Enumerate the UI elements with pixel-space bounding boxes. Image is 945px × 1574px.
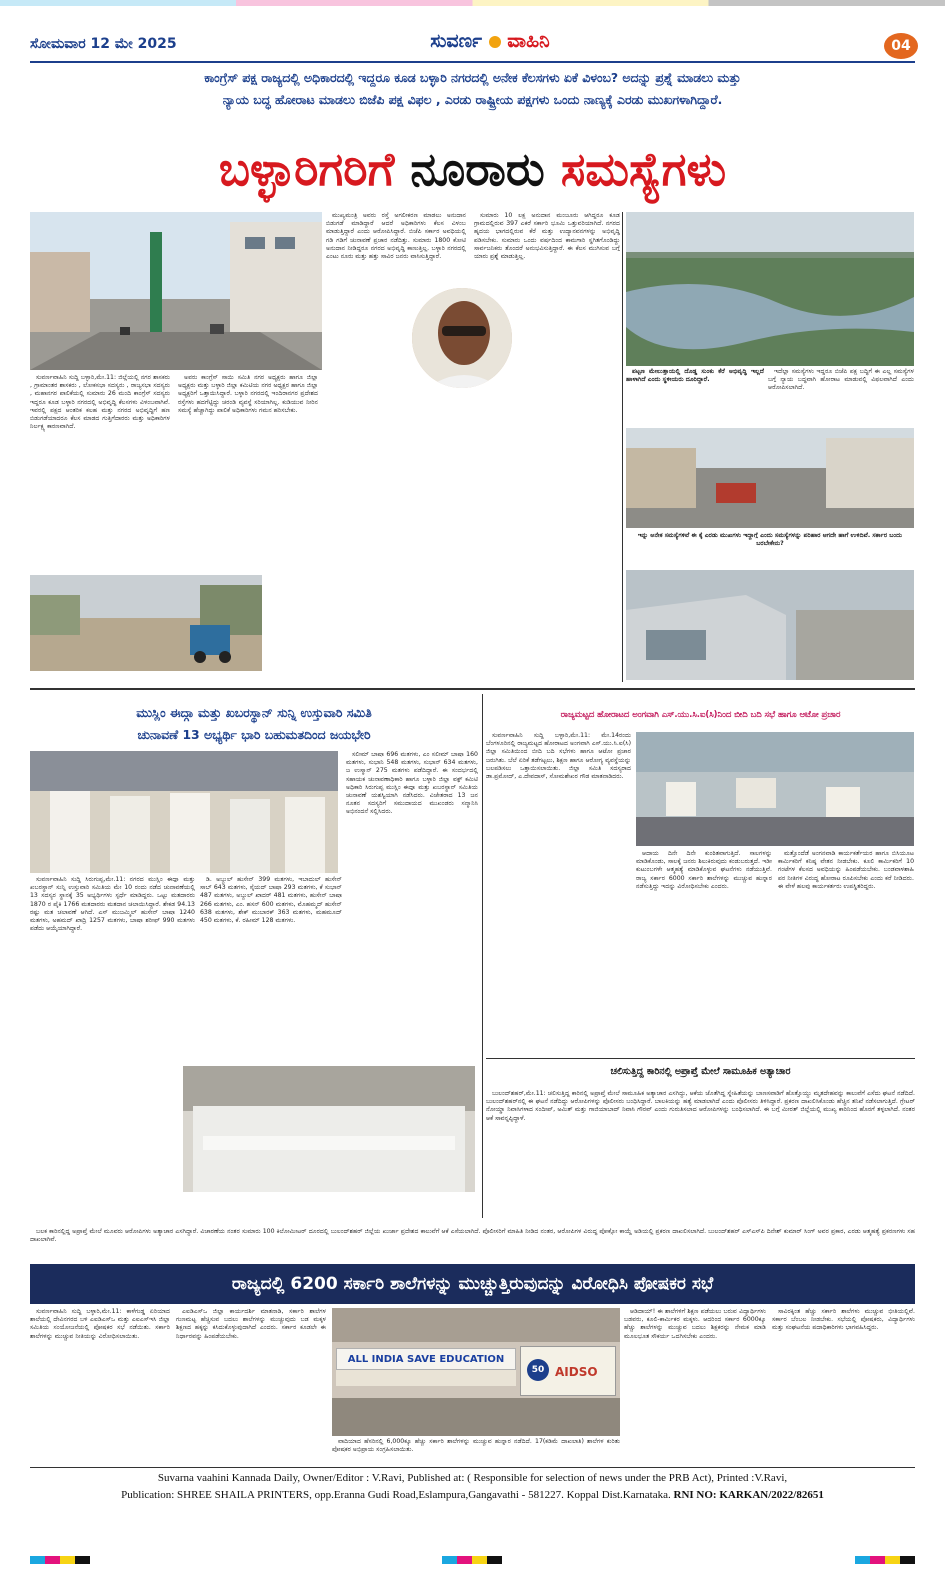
lead-strap — [30, 67, 915, 129]
photo-parents-meeting — [332, 1308, 620, 1436]
page-number-badge — [884, 33, 918, 59]
lead-story-bottom-rule — [30, 688, 915, 690]
registration-mark-right — [855, 1556, 915, 1564]
main-headline — [30, 133, 915, 205]
story5-col-1: ಸುವರ್ಣವಾಹಿನಿ ಸುದ್ದಿ ಬಳ್ಳಾರಿ,ಮೇ.11: ಕಾಳೆಗುಡ್ಡ ಏರಿಯಾದ ಶಾಲೆಯಲ್ಲಿ ದೇವಿನಗರದ ಬಳಿ ಎಐಡಿಎಸ್‌ಒ ಮತ್ತು ಎಐಎಸ್‌ಇಸಿ ಜಿಲ್ಲಾ ಸಮಿತಿಯ ಸಂಯೋಜನೆಯಲ್ಲಿ ಪೋಷಕರ ಸಭೆ ನಡೆಯಿತು. ಸರ್ಕಾರಿ ಶಾಲೆಗಳನ್ನು ಮುಚ್ಚುವ ನೀತಿಯನ್ನು ವಿರೋಧಿಸಲಾಯಿತು. — [30, 1308, 170, 1340]
photo-protest-placards — [636, 732, 914, 846]
imprint-rni: RNI NO: KARKAN/2022/82651 — [673, 1489, 824, 1501]
schools-banner — [30, 1264, 915, 1304]
story3-col-1: ಸುವರ್ಣವಾಹಿನಿ ಸುದ್ದಿ ಬಳ್ಳಾರಿ,ಮೇ.11: ಮೇ.14ರಂದು ಬೆಂಗಳೂರಿನಲ್ಲಿ ರಾಜ್ಯಮಟ್ಟದ ಹೋರಾಟದ ಅಂಗವಾಗಿ ಎಸ್.ಯು.ಸಿ.ಐ(ಸಿ) ಜಿಲ್ಲಾ ಸಮಿತಿಯಿಂದ ಬೀದಿ ಬದಿ ಸಭೆಗಳು ಹಾಗೂ ಆಟೋ ಪ್ರಚಾರ ಜರುಗಿತು. ಬೆಲೆ ಏರಿಕೆ ತಡೆಗಟ್ಟಲು, ಶಿಕ್ಷಣ ಹಾಗೂ ಆರೋಗ್ಯ ವ್ಯವಸ್ಥೆಯನ್ನು ಬಲಪಡಿಸಲು ಒತ್ತಾಯಿಸಲಾಯಿತು. ಜಿಲ್ಲಾ ಸಮಿತಿ ಸದಸ್ಯರಾದ ಡಾ.ಪ್ರಮೋದ್, ಎ.ದೇವದಾಸ್, ಸೋಮಶೇಖರ ಗೌಡ ಮಾತನಾಡಿದರು. — [486, 732, 631, 781]
lead-story-col-1: ಸುವರ್ಣವಾಹಿನಿ ಸುದ್ದಿ ಬಳ್ಳಾರಿ,ಮೇ.11: ಜಿಲ್ಲೆಯಲ್ಲಿ ನಗರ ಶಾಸಕರು , ಗ್ರಾಮಾಂತರ ಶಾಸಕರು , ಲೋಕಸಭಾ ಸದಸ್ಯರು , ರಾಜ್ಯಸಭಾ ಸದಸ್ಯರು , ಮಹಾನಗರ ಪಾಲಿಕೆಯಲ್ಲಿ ಸುಮಾರು 26 ಮಂದಿ ಕಾಂಗ್ರೆಸ್ ಸದಸ್ಯರು ಇದ್ದರೂ ಕೂಡ ಬಳ್ಳಾರಿ ನಗರದಲ್ಲಿ ಅಭಿವೃದ್ಧಿ ಕೆಲಸಗಳು ವಿಳಂಬವಾಗಿವೆ. ಇವರಲ್ಲಿ ಪಕ್ಷದ ಆಂತರಿಕ ಕಲಹ ಮತ್ತು ನಗರದ ಅಭಿವೃದ್ಧಿಗೆ ಹಣ ಬಿಡುಗಡೆಯಾದರೂ ಕೆಲಸ ಮಾಡದ ಗುತ್ತಿಗೆದಾರರು ಮತ್ತು ಅಧಿಕಾರಿಗಳ ನಿರ್ಲಕ್ಷ್ಯ ಕಾರಣವಾಗಿದೆ. — [30, 374, 170, 431]
photo-lake — [626, 212, 914, 366]
headline-word-samasyegalu: ಸಮಸ್ಯೆಗಳು — [560, 142, 727, 196]
imprint — [30, 1470, 915, 1512]
issue-date: ಸೋಮವಾರ 12 ಮೇ 2025 — [30, 36, 177, 52]
street-buildings-graphic — [626, 428, 914, 528]
lead-story-col-5: ಇದೆಲ್ಲಾ ಸಮಸ್ಯೆಗಳು ಇದ್ದರೂ ಬಿಜೆಪಿ ಪಕ್ಷ ಬದ್ಧಿಗೆ ಈ ಎಲ್ಲ ಸಮಸ್ಯೆಗಳ ಬಗ್ಗೆ ನ್ಯಾಯ ಬದ್ಧವಾಗಿ ಹೋರಾಟ ಮಾಡುವಲ್ಲಿ ವಿಫಲವಾಗಿದೆ ಎಂದು ಆರೋಪಿಸಲಾಗಿದೆ. — [768, 368, 914, 392]
story5-col-2: ಎಐಡಿಎಸ್‌ಒ ಜಿಲ್ಲಾ ಕಾರ್ಯದರ್ಶಿ ಮಾತನಾಡಿ, ಸರ್ಕಾರಿ ಶಾಲೆಗಳ ಗುಣಮಟ್ಟ ಹೆಚ್ಚಿಸುವ ಬದಲು ಶಾಲೆಗಳನ್ನು ಮುಚ್ಚುವುದು ಬಡ ಮಕ್ಕಳ ಶಿಕ್ಷಣದ ಹಕ್ಕನ್ನು ಕಸಿದುಕೊಳ್ಳುವುದಾಗಿದೆ ಎಂದರು. ಸರ್ಕಾರ ಕೂಡಲೇ ಈ ನಿರ್ಧಾರವನ್ನು ಹಿಂಪಡೆಯಬೇಕು. — [176, 1308, 326, 1340]
schools-banner-text: ರಾಜ್ಯದಲ್ಲಿ 6200 ಸರ್ಕಾರಿ ಶಾಲೆಗಳನ್ನು ಮುಚ್ಚುತ್ತಿರುವುದನ್ನು ವಿರೋಧಿಸಿ ಪೋಷಕರ ಸಭೆ — [231, 1274, 714, 1294]
story3-col-2: ಆದಾಯ ದಿನೇ ದಿನೇ ಕುಂಠಿತವಾಗುತ್ತಿದೆ. ಸಾಲಗಳನ್ನು ಮಾಡಿಕೊಂಡು, ಸಾಲಕ್ಕೆ ಜನರು ಶಿಲುಕಿರುವುದು ಕಂಡುಬರುತ್ತದೆ. ಇಡೀ ಕುಟುಂಬಗಳೇ ಆತ್ಮಹತ್ಯೆ ಮಾಡಿಕೊಳ್ಳುವ ಘಟನೆಗಳು ನಡೆಯುತ್ತಿವೆ. ರಾಜ್ಯ ಸರ್ಕಾರ 6000 ಸರ್ಕಾರಿ ಶಾಲೆಗಳನ್ನು ಮುಚ್ಚುವ ಹುನ್ನಾರ ನಡೆಸುತ್ತಿದ್ದು ಇದನ್ನು ವಿರೋಧಿಸಬೇಕು ಎಂದರು. — [636, 850, 772, 890]
lead-strap-line-2: ನ್ಯಾಯ ಬದ್ಧ ಹೋರಾಟ ಮಾಡಲು ಬಿಜೆಪಿ ಪಕ್ಷ ವಿಫಲ , ಎರಡು ರಾಷ್ಟ್ರೀಯ ಪಕ್ಷಗಳು ಒಂದು ನಾಣ್ಯಕ್ಕೆ ಎರಡು ಮುಖಗಳಾಗಿದ್ದಾರೆ. — [222, 92, 723, 107]
road-scene-graphic — [30, 575, 262, 671]
lead-col-divider — [622, 212, 623, 682]
photo-banner-aisec-text: ALL INDIA SAVE EDUCATION — [347, 1354, 505, 1365]
lead-story-col-3: ಮುಖ್ಯಮಂತ್ರಿ ಅವರು ರಸ್ತೆ ಅಗಲೀಕರಣ ಮಾಡಲು ಅನುದಾನ ಬಿಡುಗಡೆ ಮಾಡಿದ್ದಾರೆ ಆದರೆ ಅಧಿಕಾರಿಗಳು ಕೆಲಸ ವಿಳಂಬ ಮಾಡುತ್ತಿದ್ದಾರೆ ಎಂದು ಆರೋಪಿಸಿದ್ದಾರೆ. ಬಿಜೆಪಿ ಸರ್ಕಾರ ಅವಧಿಯಲ್ಲಿ ಗಡಿ ಗಡಿಗೆ ಚುನಾವಣೆ ಪ್ರಚಾರ ನಡೆದಿತ್ತು. ಸುಮಾರು 1800 ಕೋಟಿ ಅನುದಾನ ನೀಡಿದ್ದರೂ ನಗರದ ಅಭಿವೃದ್ಧಿ ಕಾಣುತ್ತಿಲ್ಲ. ಬಳ್ಳಾರಿ ನಗರದಲ್ಲಿ ಎಂಟು ನೂರು ಮತ್ತು ಹತ್ತು ಸಾವಿರ ಜನರು ವಾಸಿಸುತ್ತಿದ್ದಾರೆ. — [326, 212, 466, 261]
registration-mark-left — [30, 1556, 90, 1564]
story2-headline-line-2: ಚುನಾವಣೆ 13 ಅಭ್ಯರ್ಥಿ ಭಾರಿ ಬಹುಮತದಿಂದ ಜಯಭೇರಿ — [137, 727, 371, 742]
story3-headline-text: ರಾಜ್ಯಮಟ್ಟದ ಹೋರಾಟದ ಅಂಗವಾಗಿ ಎಸ್.ಯು.ಸಿ.ಐ(ಸಿ)ನಿಂದ ಬೀದಿ ಬದಿ ಸಭೆ ಹಾಗೂ ಆಟೋ ಪ್ರಚಾರ — [560, 709, 841, 719]
page-number: 04 — [891, 38, 911, 54]
caption-houses: ಇನ್ನು ಅನೇಕ ಸಮಸ್ಯೆಗಳಿವೆ ಈ ಕ್ಕೆ ಎರಡು ಮುಖಗಳು ಇದ್ದಾಗ್ಗೆ ಎಂದು ಸಮಸ್ಯೆಗಳನ್ನು ಪರಿಹಾರ ಆಗದೇ ಹಾಗೆ ಉಳಿದಿವೆ. ಸರ್ಕಾರ ಬಂದು ಬರಬೇಕೇನು? — [637, 532, 903, 548]
lead-story-col-2: ಅವರು ಕಾಂಗ್ರೆಸ್ ಸಾಯಿ ಸಮಿತಿ ನಗರ ಅಧ್ಯಕ್ಷರು ಹಾಗೂ ಜಿಲ್ಲಾ ಅಧ್ಯಕ್ಷರು ಮತ್ತು ಬಳ್ಳಾರಿ ಜಿಲ್ಲಾ ಕಮಿಟಿಯ ನಗರ ಅಧ್ಯಕ್ಷರ ಹಾಗೂ ಜಿಲ್ಲಾ ಅಧ್ಯಕ್ಷರಿಗೆ ಒತ್ತಾಯಿಸಿದ್ದಾರೆ. ಬಳ್ಳಾರಿ ನಗರದಲ್ಲಿ ಇಂದಿರಾನಗರ ಪ್ರದೇಶದ ರಸ್ತೆಗಳು ಹದಗೆಟ್ಟಿದ್ದು ಚರಂಡಿ ವ್ಯವಸ್ಥೆ ಸರಿಯಾಗಿಲ್ಲ. ಕುಡಿಯುವ ನೀರಿನ ಸಮಸ್ಯೆ ಹೆಚ್ಚಾಗಿದ್ದು ಪಾಲಿಕೆ ಅಧಿಕಾರಿಗಳು ಗಮನ ಹರಿಸಬೇಕು. — [178, 374, 318, 414]
photo-winners-garlands — [30, 751, 338, 873]
story5-col-3: ಆಡಿದಾಯ್! ಈ ಶಾಲೆಗಳಿಗೆ ಶಿಕ್ಷಣ ಪಡೆಯಲು ಬರುವ ವಿದ್ಯಾರ್ಥಿಗಳು ಬಡವರು, ಕೂಲಿ-ಕಾರ್ಮಿಕರ ಮಕ್ಕಳು. ಆದರಿಂದ ಸರ್ಕಾರ 6000ಕ್ಕೂ ಹೆಚ್ಚು ಶಾಲೆಗಳನ್ನು ಮುಚ್ಚುವ ಬದಲು ಶಿಕ್ಷಕರನ್ನು ನೇಮಕ ಮಾಡಿ ಮೂಲಭೂತ ಸೌಕರ್ಯ ಒದಗಿಸಬೇಕು ಎಂದರು. — [624, 1308, 766, 1340]
story2-col-2: ಡಿ. ಅಬ್ದುಲ್ ಹುಸೇನ್ 399 ಮತಗಳು, ಇಬಾದುಲ್ ಹುಸೇನ್ ಸಾಬ್ 643 ಮತಗಳು, ಸೈಯದ್ ಬಾಷಾ 293 ಮತಗಳು, ಕೆ ಸುಭಾನ್ 487 ಮತಗಳು, ಅಬ್ದುಲ್ ಖಾದರ್ 481 ಮತಗಳು, ಹುಸೇನ್ ಬಾಷಾ 266 ಮತಗಳು, ಎಂ. ಹಸನ್ 600 ಮತಗಳು, ಮೊಹಮ್ಮದ್ ಹುಸೇನ್ 638 ಮತಗಳು, ಶೇಕ್ ಮುಬಾರಕ್ 363 ಮತಗಳು, ಮಹಮೂದ್ 450 ಮತಗಳು, ಕೆ. ರಹೀಮ್ 128 ಮತಗಳು. — [200, 876, 342, 925]
headline-word-nooraaru: ನೂರಾರು — [410, 142, 545, 196]
story4-headline-text: ಚಲಿಸುತ್ತಿದ್ದ ಕಾರಿನಲ್ಲಿ ಅಪ್ರಾಪ್ತೆ ಮೇಲೆ ಸಾಮೂಹಿಕ ಅತ್ಯಾಚಾರ — [610, 1066, 791, 1077]
middle-section-divider — [482, 694, 483, 1218]
registration-marks — [0, 1550, 945, 1574]
imprint-publication: Publication: SHREE SHAILA PRINTERS, opp.Eranna Gudi Road,Eslampura,Gangavathi - 581227. Koppal Dist.Karnataka. — [121, 1489, 671, 1501]
lake-graphic — [626, 212, 914, 366]
story2-headline — [30, 702, 478, 746]
logo-text-suvarna: ಸುವರ್ಣ — [430, 30, 482, 52]
story4-body: ಬುಲಂದ್‌ಶಹರ್,ಮೇ.11: ಚಲಿಸುತ್ತಿದ್ದ ಕಾರಿನಲ್ಲಿ ಅಪ್ರಾಪ್ತೆ ಮೇಲೆ ಸಾಮೂಹಿಕ ಅತ್ಯಾಚಾರ ಎಸಗಿದ್ದು, ಆಕೆಯ ಜೊತೆಗಿದ್ದ ಸ್ನೇಹಿತೆಯನ್ನು ಬಾಣಸವಾಡಿಗೆ ಹೊತ್ತೊಯ್ದು ಮೃತದೇಹವನ್ನು ಕಾಲುವೆಗೆ ಎಸೆದು ಘಟನೆ ನಡೆದಿದೆ. ಬುಲಂದ್‌ಶಹರ್‌ನಲ್ಲಿ ಈ ಘಟನೆ ನಡೆದಿದ್ದು ಆರೋಪಿಗಳನ್ನು ಪೊಲೀಸರು ಬಂಧಿಸಿದ್ದಾರೆ. ಬಾಲಕಿಯನ್ನು ಹತ್ಯೆ ಮಾಡಲಾಗಿದೆ ಎಂದು ಪೊಲೀಸರು ತಿಳಿಸಿದ್ದಾರೆ. ಪ್ರಕರಣ ದಾಖಲಿಸಿಕೊಂಡು ಹೆಚ್ಚಿನ ತನಿಖೆ ನಡೆಸಲಾಗುತ್ತಿದೆ. ಗ್ರೇಟರ್ ನೋಯ್ಡಾ ನಿವಾಸಿಗಳಾದ ಸಂದೀಪ್, ಅಮಿತ್ ಮತ್ತು ಗಾಜಿಯಾಬಾದ್ ನಿವಾಸಿ ಗೌರವ್ ಎಂದು ಗುರುತಿಸಲಾದ ಆರೋಪಿಗಳನ್ನು ಬಂಧಿಸಲಾಗಿದೆ. ಈ ಬಗ್ಗೆ ಮೀರತ್ ಜಿಲ್ಲೆಯಲ್ಲಿ ಮುಖ್ಯ ಕಾರಿನಿಂದ ಹೊರಗೆ ತಳ್ಳಲಾಗಿದೆ. ನಂತರ ಆಕೆ ಸಾವನ್ನಪ್ಪಿದ್ದಾಳೆ. — [486, 1090, 915, 1122]
imprint-top-rule — [30, 1467, 915, 1468]
lead-strap-line-1: ಕಾಂಗ್ರೆಸ್ ಪಕ್ಷ ರಾಜ್ಯದಲ್ಲಿ ಅಧಿಕಾರದಲ್ಲಿ ಇದ್ದರೂ ಕೂಡ ಬಳ್ಳಾರಿ ನಗರದಲ್ಲಿ ಅನೇಕ ಕೆಲಸಗಳು ಏಕೆ ವಿಳಂಬ? ಅದನ್ನು ಪ್ರಶ್ನೆ ಮಾಡಲು ಮತ್ತು — [204, 70, 741, 85]
street-scene-graphic — [30, 212, 322, 370]
story3-col-3: ಮತ್ತೊಂದೆಡೆ ಅಂಗನವಾಡಿ ಕಾರ್ಯಕರ್ತೆಯರ ಹಾಗೂ ಬಿಸಿಯೂಟ ಕಾರ್ಮಿಕರಿಗೆ ಕನಿಷ್ಠ ವೇತನ ನೀಡಬೇಕು. ಕೂಲಿ ಕಾರ್ಮಿಕರಿಗೆ 10 ಗಂಟೆಗಳ ಕೆಲಸದ ಅವಧಿಯನ್ನು ಹಿಂಪಡೆಯಬೇಕು. ಬಂಡವಾಳಶಾಹಿ ಪರ ನೀತಿಗಳ ವಿರುದ್ಧ ಹೋರಾಟ ರೂಪಿಸಬೇಕು ಎಂದು ಕರೆ ನೀಡಿದರು. ಈ ವೇಳೆ ಹಲವು ಕಾರ್ಯಕರ್ತರು ಉಪಸ್ಥಿತರಿದ್ದರು. — [778, 850, 914, 890]
protest-graphic — [636, 732, 914, 846]
story2-col-3: ಸಲೀಮ್ ಬಾಷಾ 696 ಮತಗಳು, ಎಂ ಸಲೀಮ್ ಬಾಷಾ 160 ಮತಗಳು, ಸುಭಾನಿ 548 ಮತಗಳು, ಸುಭಾನ್ 634 ಮತಗಳು, ಜ ಉಸ್ಮಾನ್ 275 ಮತಗಳು ಪಡೆದಿದ್ದಾರೆ. ಈ ಸಂದರ್ಭದಲ್ಲಿ ಸಹಾಯಕ ಚುನಾವಣಾಧಿಕಾರಿ ಹಾಗೂ ಬಳ್ಳಾರಿ ಜಿಲ್ಲಾ ವಕ್ಫ್ ಕಮಿಟಿ ಅಧಿಕಾರಿ ಸಿರುಗುಪ್ಪ ಮುಸ್ಲಿಂ ಈದ್ಗಾ ಮತ್ತು ಖಬರಸ್ಥಾನ್ ಸಮಿತಿಯ ಚುನಾವಣೆ ಯಶಸ್ವಿಯಾಗಿ ನಡೆಸಿದರು. ವಿಜೇತರಾದ 13 ಜನ ನೂತನ ಸದಸ್ಯರಿಗೆ ಸಮುದಾಯದ ಮುಖಂಡರು ಸನ್ಮಾನಿಸಿ ಅಭಿನಂದನೆ ಸಲ್ಲಿಸಿದರು. — [346, 751, 478, 816]
lead-story-col-4: ಸುಮಾರು 10 ಲಕ್ಷ ಅನುದಾನ ಮಂಜೂರು ಆಗಿದ್ದರೂ ಕೂಡ ಗ್ರಾಮದಲ್ಲಿರುವ 397 ಎಕರೆ ಸರ್ಕಾರಿ ಭೂಮಿ ಒತ್ತುವರಿಯಾಗಿದೆ. ನಗರದ ಹೃದಯ ಭಾಗದಲ್ಲಿರುವ ಕೆರೆ ಮತ್ತು ಉದ್ಯಾನವನಗಳನ್ನು ಅಭಿವೃದ್ಧಿ ಪಡಿಸಬೇಕು. ಸುಮಾರು ಒಂದು ವರ್ಷದಿಂದ ಕಾಮಗಾರಿ ಸ್ಥಗಿತಗೊಂಡಿದ್ದು ಸಾರ್ವಜನಿಕರು ತೊಂದರೆ ಅನುಭವಿಸುತ್ತಿದ್ದಾರೆ. ಈ ಕೆಲಸ ಮುಗಿಸುವ ಬಗ್ಗೆ ಯಾರು ಪ್ರಶ್ನೆ ಮಾಡುತ್ತಿಲ್ಲ. — [474, 212, 620, 261]
headline-word-ballarigarige: ಬಳ್ಳಾರಿಗರಿಗೆ — [218, 142, 395, 196]
story2-col-1: ಸುವರ್ಣವಾಹಿನಿ ಸುದ್ದಿ ಸಿರುಗುಪ್ಪ,ಮೇ.11: ನಗರದ ಮುಸ್ಲಿಂ ಈದ್ಗಾ ಮತ್ತು ಖಬರಸ್ಥಾನ್ ಸುನ್ನಿ ಉಸ್ತುವಾರಿ ಸಮಿತಿಯ ಮೇ 10 ರಂದು ನಡೆದ ಚುನಾವಣೆಯಲ್ಲಿ 13 ಸದಸ್ಯರ ಸ್ಥಾನಕ್ಕೆ 35 ಅಭ್ಯರ್ಥಿಗಳು ಸ್ಪರ್ಧೆ ಮಾಡಿದ್ದರು. ಒಟ್ಟು ಮತದಾರರು 1870 ರ ಪೈಕಿ 1766 ಮತದಾರರು ಮತದಾನ ಚಲಾಯಿಸಿದ್ದಾರೆ. ಶೇಕಡ 94.13 ರಷ್ಟು ಮತ ಚಲಾವಣೆ ಆಗಿದೆ. ಎಸ್ ಮುಜಮ್ಮಿಲ್ ಹುಸೇನ್ ಬಾಷಾ 1240 ಮತಗಳು, ಅಹಮದ್ ಖಾದ್ರಿ 1257 ಮತಗಳು, ಬಾಷಾ ಶರೀಫ್ 990 ಮತಗಳು ಪಡೆದು ಆಯ್ಕೆಯಾಗಿದ್ದಾರೆ. — [30, 876, 195, 933]
photo-street-buildings — [626, 428, 914, 528]
old-houses-graphic — [626, 570, 914, 680]
photo-group-certificates — [183, 1066, 475, 1192]
winners-graphic — [30, 751, 338, 873]
logo-text-vahini: ವಾಹಿನಿ — [507, 30, 550, 52]
parents-group-graphic — [332, 1308, 620, 1436]
top-color-registration-bar — [0, 0, 945, 6]
masthead-divider — [30, 61, 915, 63]
logo-sun-icon — [489, 36, 501, 48]
caption-lake: ಪಟ್ಟಣ ಮೇಲುತ್ತಾಯಲ್ಲಿ ದೊಡ್ಡ ಸುಂಕು ಕೆರೆ ಅಭಿವೃದ್ಧಿ ಇಲ್ಲದೆ ಹಾಳಾಗಿದೆ ಎಂದು ಸ್ಥಳೀಯರು ದೂರಿದ್ದಾರೆ. — [626, 368, 764, 384]
full-width-brief: ಬಲಕ ಕಾರಿನಲ್ಲಿದ್ದ ಅಪ್ರಾಪ್ತೆ ಮೇಲೆ ಮೂವರು ಆರೋಪಿಗಳು ಅತ್ಯಾಚಾರ ಎಸಗಿದ್ದಾರೆ. ವಿಚಾರಣೆಯ ನಂತರ ಸುಮಾರು 100 ಕಿಲೋಮೀಟರ್ ದೂರದಲ್ಲಿ ಬುಲಂದ್‌ಶಹರ್ ಜಿಲ್ಲೆಯ ಖುರ್ಜಾ ಪ್ರದೇಶದ ಕಾಲುವೆಗೆ ಆಕೆ ಎಸೆಯಲಾಗಿದೆ. ಪೊಲೀಸರಿಗೆ ಮಾಹಿತಿ ನೀಡಿದ ನಂತರ, ಆರೋಪಿಗಳ ವಿರುದ್ಧ ಪೋಕ್ಸೋ ಕಾಯ್ದೆ ಅಡಿಯಲ್ಲಿ ಪ್ರಕರಣ ದಾಖಲಿಸಲಾಗಿದೆ. ಬುಲಂದ್‌ಶಹರ್ ಎಸ್‌ಎಸ್‌ಪಿ ದಿನೇಶ್ ಕುಮಾರ್ ಸಿಂಗ್ ಅವರ ಪ್ರಕಾರ, ಎರಡು ಆತ್ಮಹತ್ಯೆ ಪ್ರಕರಣಗಳು ಸಹ ದಾಖಲಾಗಿವೆ. — [30, 1228, 915, 1244]
story4-headline — [486, 1062, 915, 1082]
masthead-logo — [395, 30, 585, 56]
registration-mark-center — [442, 1556, 502, 1564]
imprint-line-1: Suvarna vaahini Kannada Daily, Owner/Editor : V.Ravi, Published at: ( Responsible for selection of news under the PRB Act), Printed :V.Ravi, — [157, 1472, 788, 1484]
photo-street-statue — [30, 212, 322, 370]
story3-headline — [486, 702, 915, 726]
aidso-badge-number: 50 — [531, 1365, 545, 1375]
story3-bottom-rule — [486, 1058, 915, 1059]
masthead — [0, 0, 945, 66]
photo-dusty-road — [30, 575, 262, 671]
aidso-logo-text: AIDSO — [555, 1365, 598, 1379]
story5-photo-caption: ವಾದಿಯಾದ ಹೆಸರಿನಲ್ಲಿ 6,000ಕ್ಕೂ ಹೆಚ್ಚು ಸರ್ಕಾರಿ ಶಾಲೆಗಳನ್ನು ಮುಚ್ಚುವ ಹುನ್ನಾರ ನಡೆದಿದೆ. 17(ಕಡಿಮೆ ದಾಖಲಾತಿ) ಶಾಲೆಗಳ ಕುರಿತು ಪೋಷಕರ ಅಭಿಪ್ರಾಯ ಸಂಗ್ರಹಿಸಲಾಯಿತು. — [332, 1438, 620, 1454]
story5-col-4: ಸಾವಿರಕ್ಕಿಂತ ಹೆಚ್ಚು ಸರ್ಕಾರಿ ಶಾಲೆಗಳು ಮುಚ್ಚುವ ಭೀತಿಯಲ್ಲಿವೆ. ಸರ್ಕಾರ ಬೆಂಬಲ ನೀಡಬೇಕು. ಸಭೆಯಲ್ಲಿ ಪೋಷಕರು, ವಿದ್ಯಾರ್ಥಿಗಳು ಮತ್ತು ಸಂಘಟನೆಯ ಪದಾಧಿಕಾರಿಗಳು ಭಾಗವಹಿಸಿದ್ದರು. — [772, 1308, 915, 1332]
story2-headline-line-1: ಮುಸ್ಲಿಂ ಈದ್ಗಾ ಮತ್ತು ಖಬರಸ್ಥಾನ್ ಸುನ್ನಿ ಉಸ್ತುವಾರಿ ಸಮಿತಿ — [136, 705, 372, 720]
photo-old-houses — [626, 570, 914, 680]
imprint-line-2 — [30, 1487, 915, 1504]
group-certificates-graphic — [183, 1066, 475, 1192]
